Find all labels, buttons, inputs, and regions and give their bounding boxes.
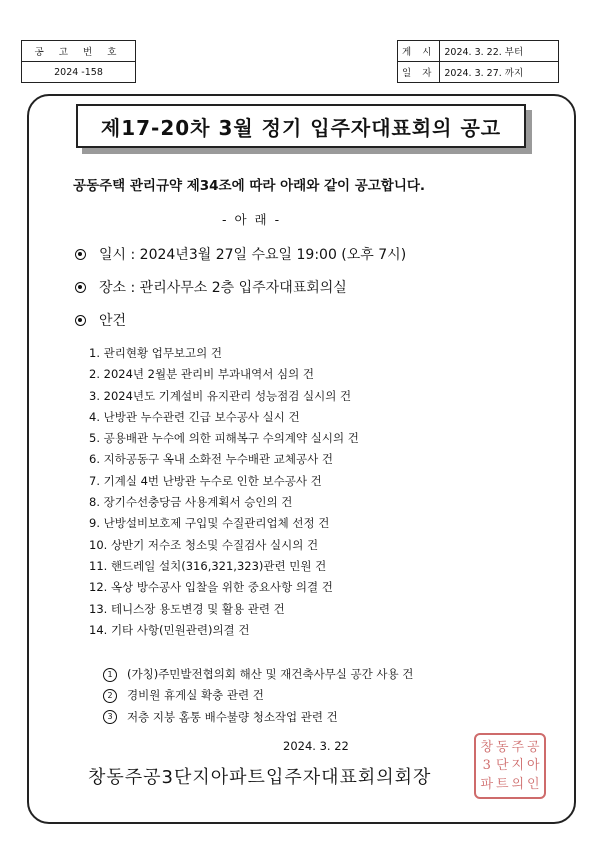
agenda-sub-item [103, 664, 413, 685]
seal-char: 주 [511, 739, 525, 755]
official-seal-icon [474, 733, 546, 799]
agenda-item: 4. 난방관 누수관련 긴급 보수공사 실시 건 [89, 409, 300, 424]
agenda-heading [75, 310, 126, 330]
agenda-item: 6. 지하공동구 옥내 소화전 누수배관 교체공사 건 [89, 452, 333, 467]
seal-char: 인 [526, 777, 540, 793]
agenda-sub-item [103, 685, 413, 706]
meeting-datetime [75, 244, 406, 264]
meeting-place [75, 277, 347, 297]
agenda-sub-item-text: (가칭)주민발전협의회 해산 및 재건축사무실 공간 사용 건 [127, 667, 414, 681]
agenda-item: 2. 2024년 2월분 관리비 부과내역서 심의 건 [89, 367, 315, 382]
notice-date: 2024. 3. 22 [283, 739, 349, 753]
seal-char: 3 [482, 758, 491, 774]
notice-number-value: 2024 -158 [22, 62, 136, 83]
agenda-item: 9. 난방설비보호제 구입및 수질관리업체 선정 건 [89, 516, 330, 531]
intro-text: 공동주택 관리규약 제34조에 따라 아래와 같이 공고합니다. [73, 178, 426, 194]
posting-start-date: 2024. 3. 22. 부터 [440, 41, 559, 62]
agenda-item: 3. 2024년도 기계설비 유지관리 성능점검 실시의 건 [89, 388, 352, 403]
notice-title: 제17-20차 3월 정기 입주자대표회의 공고 [76, 104, 526, 148]
section-divider-text: - 아 래 - [222, 212, 282, 227]
circled-number-icon: 1 [103, 668, 117, 682]
agenda-sub-item-text: 저층 지붕 홈통 배수불량 청소작업 관련 건 [127, 709, 338, 724]
posting-end-date: 2024. 3. 27. 까지 [440, 62, 559, 83]
agenda-item: 7. 기계실 4번 난방관 누수로 인한 보수공사 건 [89, 473, 322, 488]
agenda-item: 13. 테니스장 용도변경 및 활용 관련 건 [89, 601, 285, 616]
notice-number-header: 공 고 번 호 [22, 41, 136, 62]
bullet-icon [75, 282, 86, 293]
seal-char: 동 [495, 739, 509, 755]
agenda-sub-list [103, 664, 413, 728]
agenda-item: 1. 관리현황 업무보고의 건 [89, 346, 223, 360]
seal-char: 공 [526, 739, 540, 755]
bullet-icon [75, 315, 86, 326]
agenda-item: 10. 상반기 저수조 청소및 수질검사 실시의 건 [89, 537, 319, 552]
seal-char: 파 [480, 777, 494, 793]
bullet-icon [75, 249, 86, 260]
agenda-item: 8. 장기수선충당금 사용계획서 승인의 건 [89, 495, 293, 510]
agenda-list [89, 343, 359, 641]
seal-char: 지 [511, 758, 525, 774]
meeting-place-text: 장소 : 관리사무소 2층 입주자대표회의실 [99, 280, 347, 296]
seal-char: 창 [480, 739, 494, 755]
agenda-sub-item [103, 707, 413, 728]
agenda-item: 12. 옥상 방수공사 입찰을 위한 중요사항 의결 건 [89, 580, 333, 595]
signer-name: 창동주공3단지아파트입주자대표회의회장 [88, 767, 432, 788]
posting-period-table [397, 40, 559, 83]
circled-number-icon: 3 [103, 710, 117, 724]
meeting-datetime-text: 일시 : 2024년3월 27일 수요일 19:00 (오후 7시) [99, 247, 407, 263]
posting-label: 게 시 [398, 41, 440, 62]
agenda-item: 5. 공용배관 누수에 의한 피해복구 수의계약 실시의 건 [89, 431, 359, 446]
seal-char: 단 [495, 758, 509, 774]
agenda-item: 11. 핸드레일 설치(316,321,323)관련 민원 건 [89, 558, 327, 573]
agenda-sub-item-text: 경비원 휴게실 확충 관련 건 [127, 688, 264, 703]
notice-number-table [21, 40, 136, 83]
seal-char: 트 [495, 777, 509, 793]
seal-char: 아 [526, 758, 540, 774]
agenda-heading-text: 안건 [99, 313, 127, 329]
circled-number-icon: 2 [103, 689, 117, 703]
posting-label: 일 자 [398, 62, 440, 83]
seal-char: 의 [511, 777, 525, 793]
agenda-item: 14. 기타 사항(민원관련)의결 건 [89, 622, 250, 637]
